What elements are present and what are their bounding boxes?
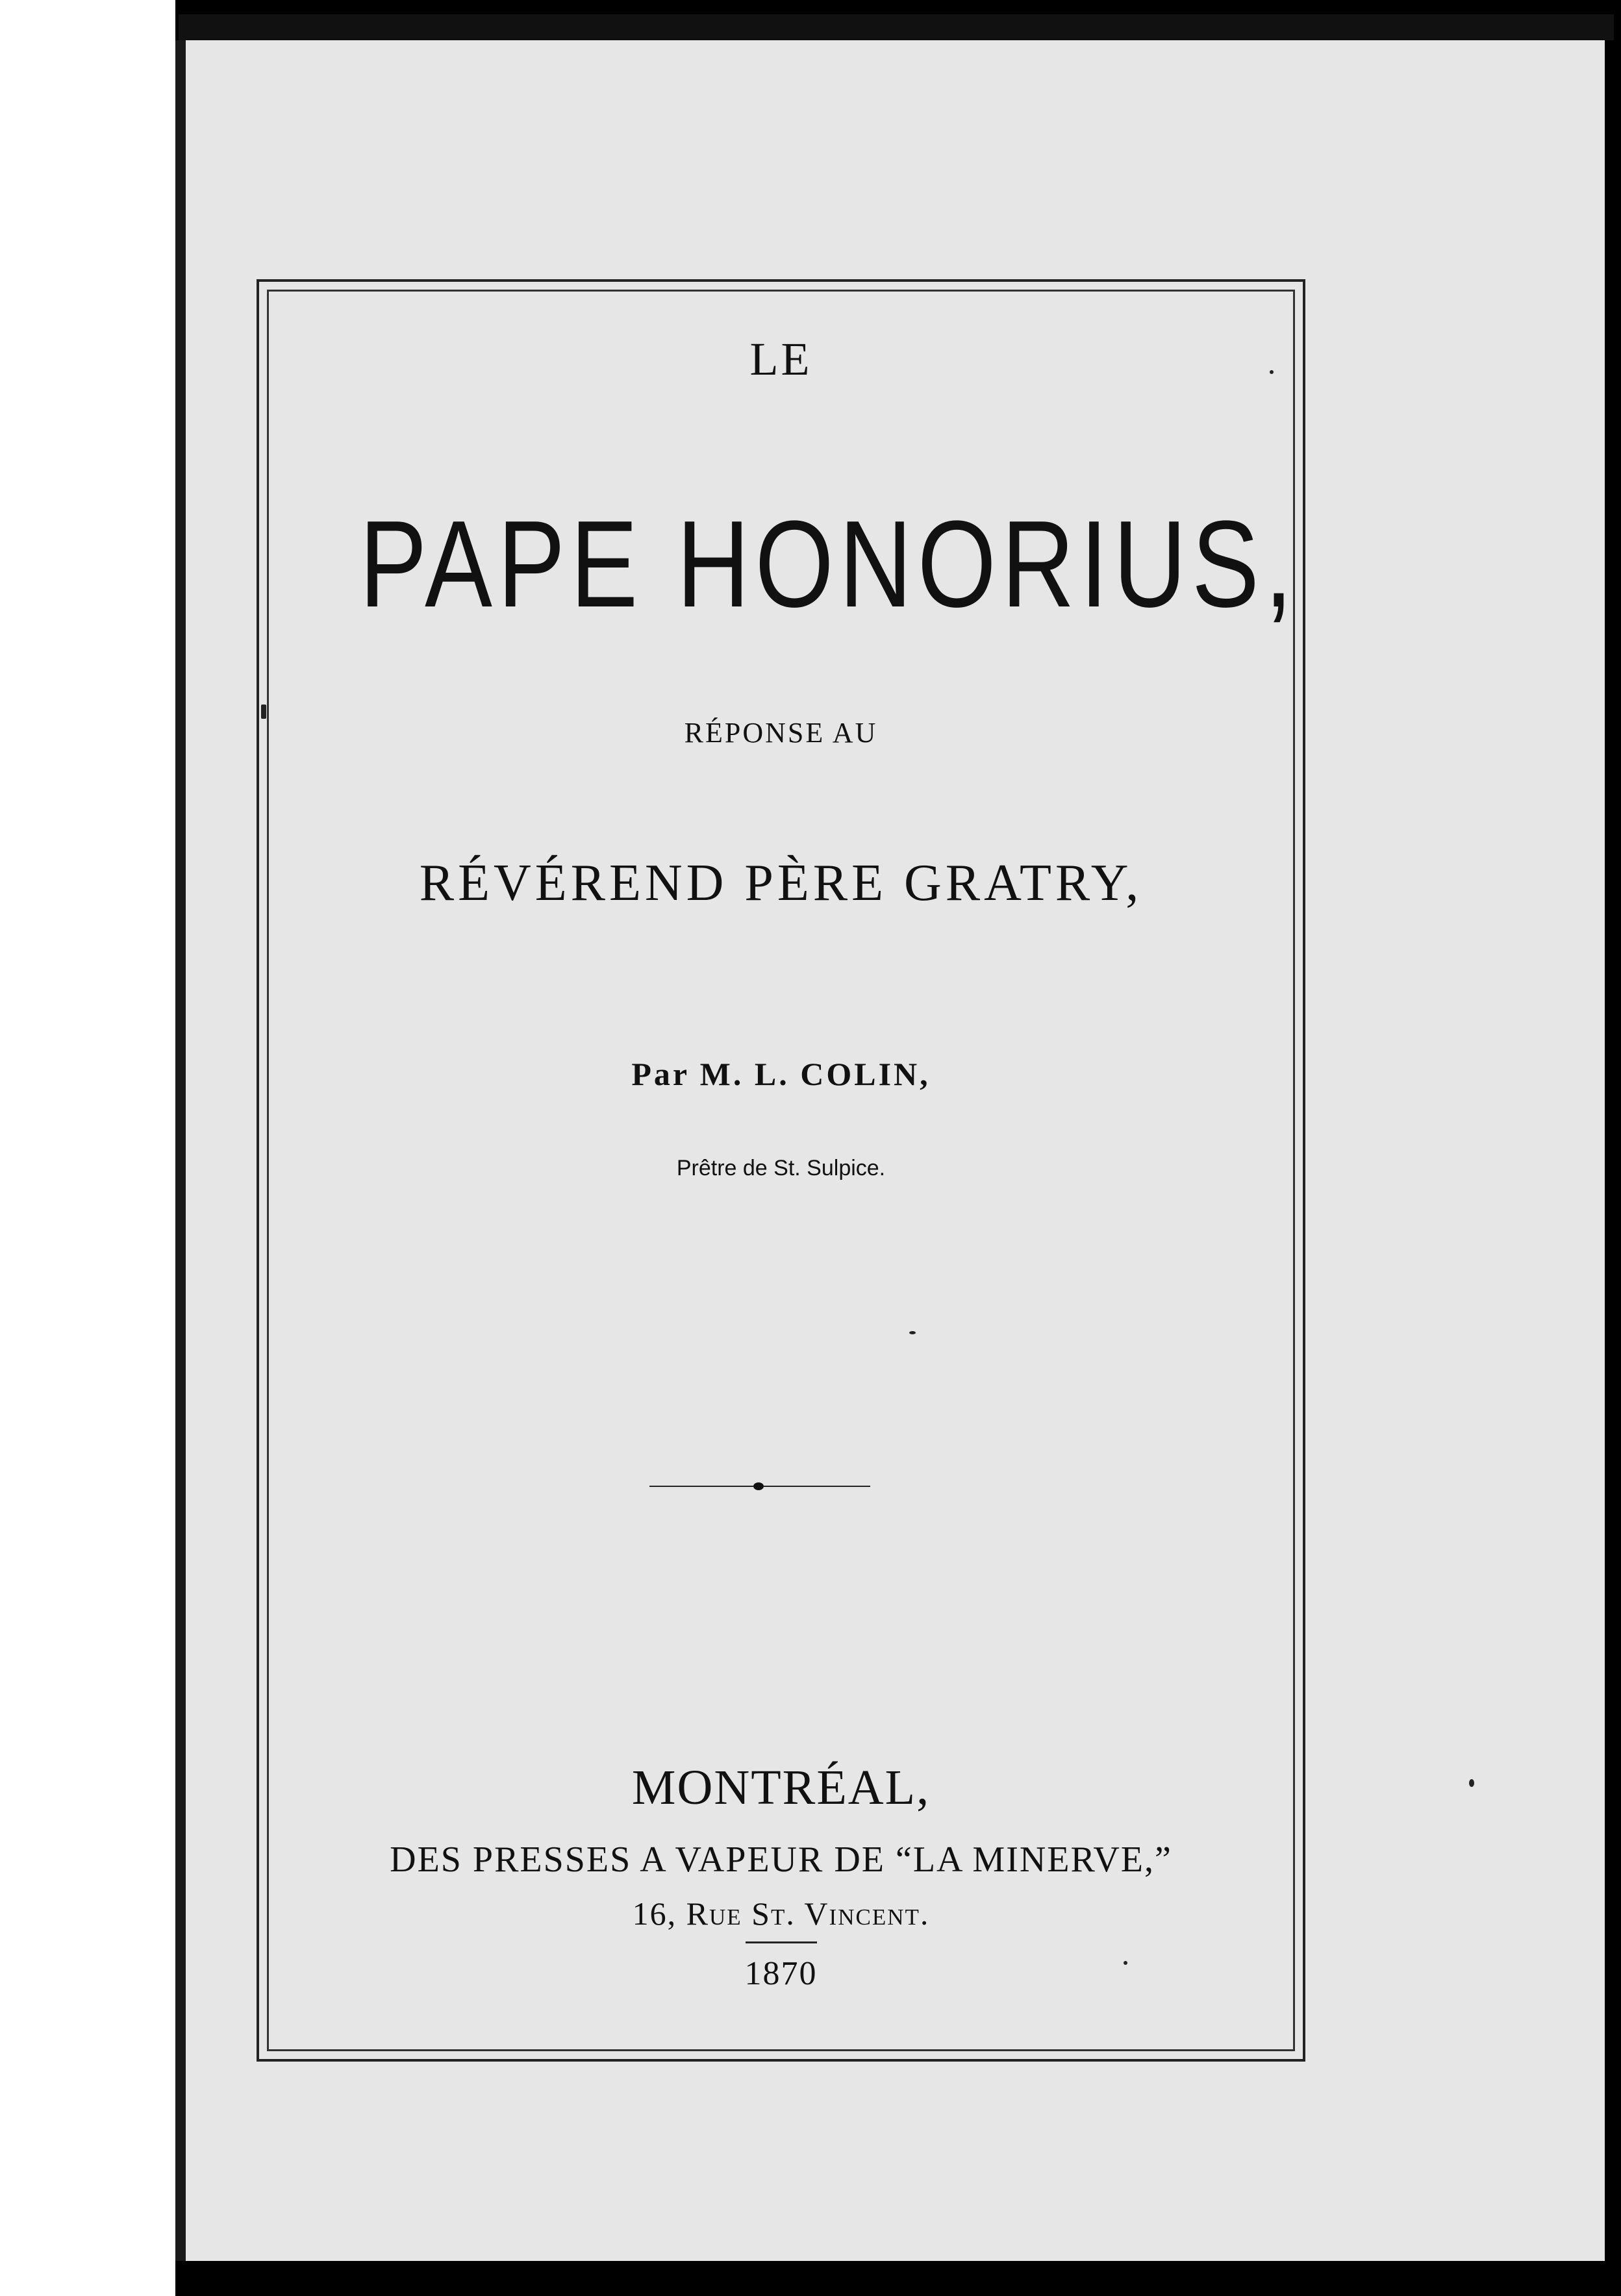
author-role: Prêtre de St. Sulpice.: [676, 1156, 886, 1180]
author-line: Par M. L. COLIN,: [631, 1056, 931, 1092]
imprint-year: 1870: [744, 1955, 818, 1992]
ornament-dot: [753, 1482, 764, 1490]
scan-margin: [0, 0, 175, 2296]
ornament-rule-right: [764, 1486, 870, 1487]
paper-speck: [909, 1331, 916, 1334]
imprint-place: MONTRÉAL,: [631, 1760, 931, 1815]
paper-speck: [1469, 1779, 1474, 1787]
paper-speck: [1270, 370, 1274, 374]
imprint-publisher: DES PRESSES A VAPEUR DE “LA MINERVE,”: [390, 1840, 1172, 1880]
ornament-divider: [649, 1482, 870, 1490]
year-rule: [746, 1941, 817, 1943]
paper-speck: [1124, 1961, 1127, 1965]
imprint-address: 16, Rue St. Vincent.: [632, 1895, 930, 1932]
subtitle-large: RÉVÉREND PÈRE GRATRY,: [419, 855, 1143, 912]
paper-speck: [261, 705, 266, 719]
ornament-rule-left: [649, 1486, 753, 1487]
title-article: LE: [749, 333, 812, 385]
paper-edge: [179, 14, 1614, 40]
subtitle-small: RÉPONSE AU: [684, 717, 878, 749]
main-title: PAPE HONORIUS,: [359, 495, 1298, 633]
